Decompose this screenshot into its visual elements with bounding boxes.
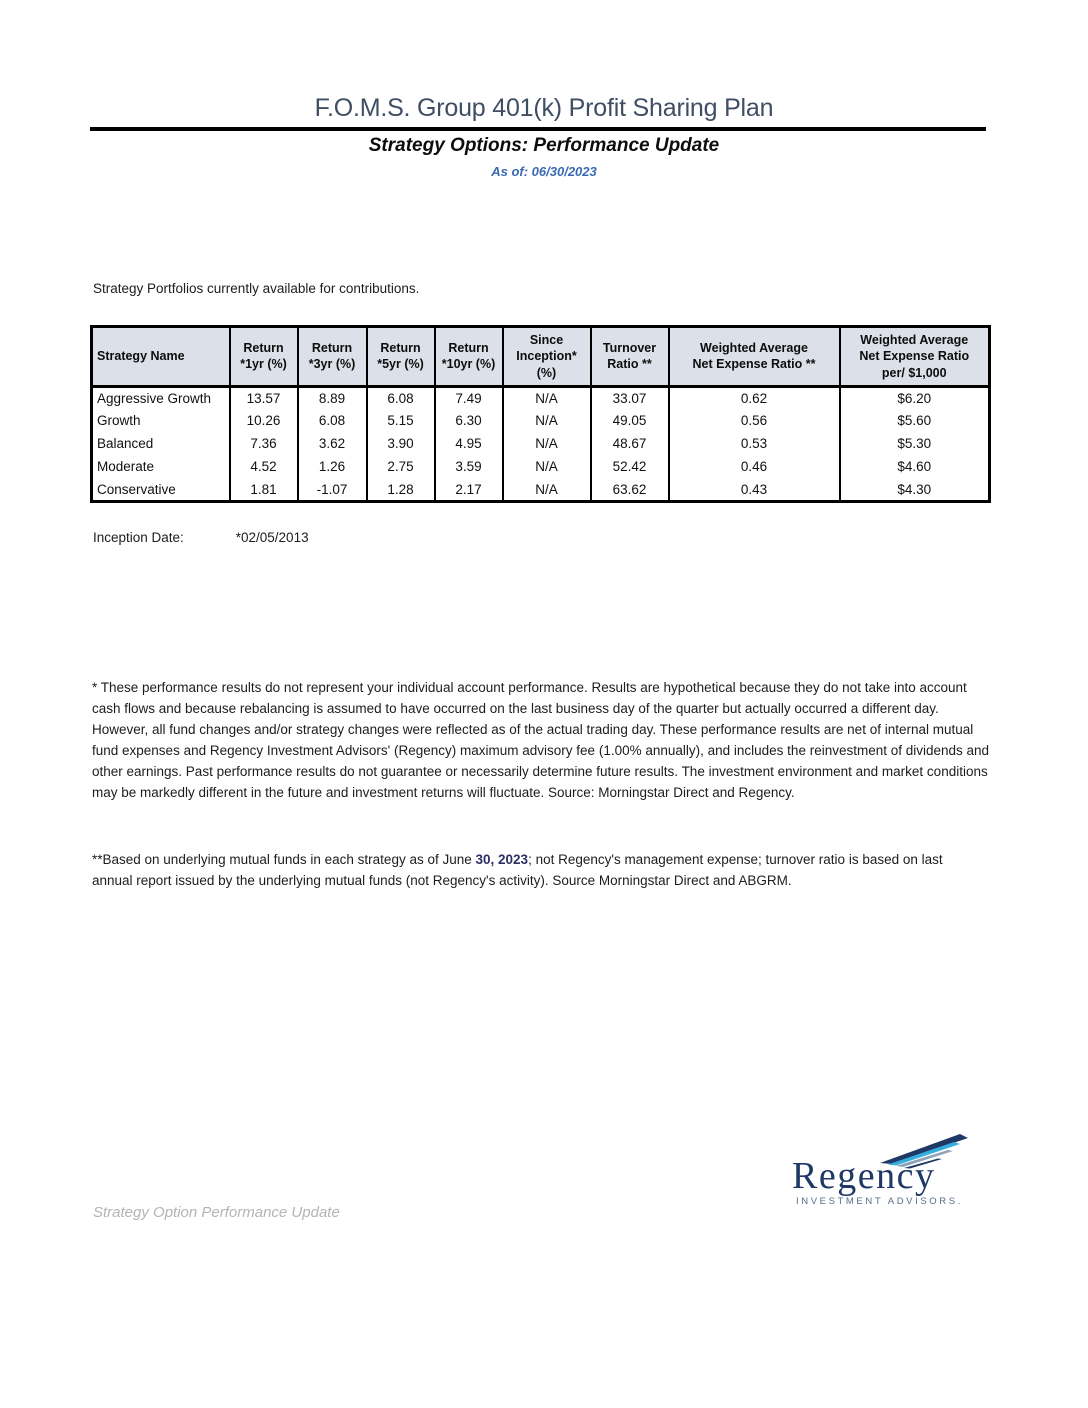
table-cell: 2.17 [435, 478, 503, 501]
table-cell: 0.43 [669, 478, 840, 501]
header-weighted-avg-ner-per-1000 [840, 327, 990, 387]
table-cell: $4.60 [840, 455, 990, 478]
header-line: Since [529, 333, 564, 347]
table-cell: 7.49 [435, 386, 503, 409]
footnote2-text-end: ; not Regency's management expense; turnover ratio is based on last annual report issued by the underlying mutual funds (not Regency's activity). Source Morningstar Direct and ABGRM. [92, 852, 943, 888]
header-line: *3yr (%) [308, 357, 356, 372]
header-line: Return [448, 341, 489, 356]
table-cell: 1.81 [230, 478, 298, 501]
header-line: Inception* (%) [516, 349, 577, 380]
performance-table [90, 325, 991, 503]
intro-text: Strategy Portfolios currently available for contributions. [93, 281, 420, 296]
table-row [92, 386, 990, 409]
strategy-name-cell: Moderate [97, 459, 155, 475]
regency-logo-graphic [788, 1130, 970, 1214]
table-cell: $4.30 [840, 478, 990, 501]
table-cell: 6.30 [435, 409, 503, 432]
header-line: Strategy Name [97, 349, 185, 364]
header-line: per/ $1,000 [881, 365, 947, 380]
table-cell: N/A [503, 432, 591, 455]
table-cell: N/A [503, 455, 591, 478]
table-cell: 0.56 [669, 409, 840, 432]
table-cell: 5.15 [367, 409, 435, 432]
header-line: Weighted Average [700, 341, 808, 356]
table-cell: 3.59 [435, 455, 503, 478]
title-divider [90, 127, 986, 131]
header-weighted-avg-ner [669, 327, 840, 387]
document-footer-title: Strategy Option Performance Update [93, 1204, 340, 1221]
table-cell: 3.62 [298, 432, 367, 455]
table-cell: N/A [503, 386, 591, 409]
table-cell: 7.36 [230, 432, 298, 455]
table-header-row [92, 327, 990, 387]
table-cell: 1.28 [367, 478, 435, 501]
table-cell: N/A [503, 478, 591, 501]
strategy-name-cell: Balanced [97, 436, 154, 452]
table-cell: 52.42 [591, 455, 669, 478]
table-cell: 10.26 [230, 409, 298, 432]
strategy-name-cell: Aggressive Growth [97, 391, 212, 406]
table-cell: $5.30 [840, 432, 990, 455]
performance-disclaimer: * These performance results do not represent your individual account performance. Results are hypothetical because they do not take into account cash flows and because rebalancing is assumed to have occurred on the last business day of the quarter but actually occurred a different day. However, all fund changes and/or strategy changes were reflected as of the actual trading day. These performance results are net of internal mutual fund expenses and Regency Investment Advisors' (Regency) maximum advisory fee (1.00% annually), and includes the reinvestment of dividends and other earnings. Past performance results do not guarantee or necessarily determine future results. The investment environment and market conditions may be markedly different in the future and investment returns will fluctuate. Source: Morningstar Direct and Regency. [92, 680, 990, 800]
header-line: Return [380, 341, 421, 356]
header-strategy-name [92, 327, 230, 387]
table-cell: 49.05 [591, 409, 669, 432]
as-of-date: As of: 06/30/2023 [491, 164, 597, 179]
strategy-name-cell: Growth [97, 413, 141, 429]
header-turnover-ratio [591, 327, 669, 387]
table-cell: 6.08 [367, 386, 435, 409]
header-line: *1yr (%) [240, 357, 287, 372]
table-cell: 13.57 [230, 386, 298, 409]
page-subtitle: Strategy Options: Performance Update [368, 135, 720, 156]
regency-logo [788, 1130, 970, 1214]
table-row [92, 455, 990, 478]
table-cell: 63.62 [591, 478, 669, 501]
logo-wordmark: Regency [792, 1155, 936, 1197]
table-cell: 0.53 [669, 432, 840, 455]
table-cell: 8.89 [298, 386, 367, 409]
logo-tagline: INVESTMENT ADVISORS. [796, 1196, 963, 1207]
inception-date-value: *02/05/2013 [235, 530, 309, 545]
table-cell: 2.75 [367, 455, 435, 478]
footnote2-text-start: **Based on underlying mutual funds in each strategy as of June [92, 852, 476, 867]
table-cell: 0.62 [669, 386, 840, 409]
table-cell: 4.95 [435, 432, 503, 455]
header-return-3yr [298, 327, 367, 387]
header-line: Return [311, 341, 353, 356]
header-return-1yr [230, 327, 298, 387]
header-line: Net Expense Ratio ** [692, 357, 816, 372]
table-cell: 6.08 [298, 409, 367, 432]
header-line: Weighted Average [860, 333, 969, 347]
table-cell: 33.07 [591, 386, 669, 409]
table-cell: 48.67 [591, 432, 669, 455]
inception-date-row [93, 530, 309, 545]
table-cell: 1.26 [298, 455, 367, 478]
header-return-5yr [367, 327, 435, 387]
header-line: *5yr (%) [377, 357, 424, 372]
header-since-inception [503, 327, 591, 387]
table-cell: 0.46 [669, 455, 840, 478]
strategy-name-cell: Conservative [97, 481, 176, 497]
table-cell: -1.07 [298, 478, 367, 501]
table-cell: N/A [503, 409, 591, 432]
table-cell: $5.60 [840, 409, 990, 432]
page-title: F.O.M.S. Group 401(k) Profit Sharing Plan [314, 94, 774, 122]
inception-date-label: Inception Date: [93, 530, 184, 545]
table-row [92, 409, 990, 432]
header-line: Net Expense Ratio [859, 349, 970, 364]
header-return-10yr [435, 327, 503, 387]
table-row [92, 432, 990, 455]
turnover-footnote [92, 849, 972, 891]
header-line: *10yr (%) [441, 357, 496, 372]
footnote2-date: 30, 2023 [475, 852, 529, 867]
table-cell: 4.52 [230, 455, 298, 478]
table-row [92, 478, 990, 501]
header-line: Return [243, 341, 284, 356]
header-line: Ratio ** [607, 357, 652, 372]
table-cell: 3.90 [367, 432, 435, 455]
table-cell: $6.20 [840, 386, 990, 409]
header-line: Turnover [602, 341, 657, 356]
